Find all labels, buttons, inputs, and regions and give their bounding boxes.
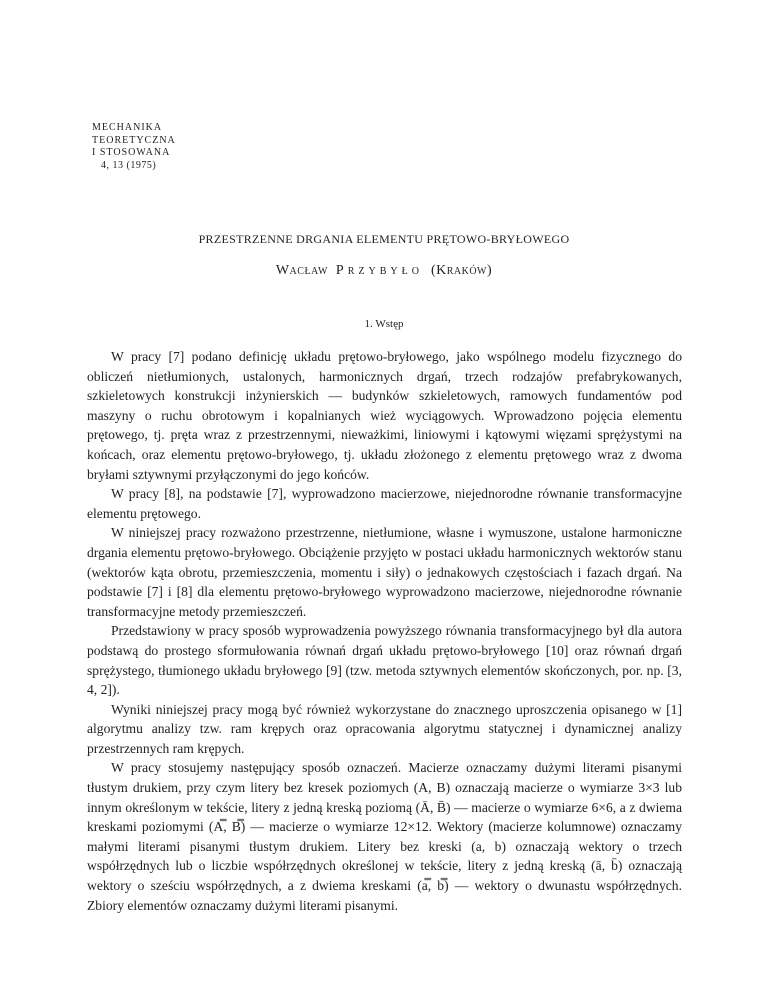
journal-header (92, 122, 176, 172)
section-heading: 1. Wstęp (364, 318, 404, 330)
journal-name-line3: I STOSOWANA (92, 147, 171, 158)
journal-name-line2: TEORETYCZNA (92, 134, 176, 146)
paragraph: W pracy stosujemy następujący sposób oznaczeń. Macierze oznaczamy dużymi literami pisanymi tłustym drukiem, przy czym litery bez kresek poziomych (A, B) oznaczają macierze o wymiarze 3×3 lub innym określonym w tekście, litery z jedną kreską poziomą (Ā, B̄) — macierze o wymiarze 6×6, a z dwiema kreskami poziomymi (A̿, B̿) — macierze o wymiarze 12×12. Wektory (macierze kolumnowe) oznaczamy małymi literami pisanymi tłustym drukiem. Litery bez kreski (a, b) oznaczają wektory o trzech współrzędnych lub o liczbie współrzędnych określonej w tekście, litery z jedną kreską (ā, b̄) oznaczają wektory o sześciu współrzędnych, a z dwiema kreskami (a̿, b̿) — wektory o dwunastu współrzędnych. Zbiory elementów oznaczamy dużymi literami pisanymi. (87, 760, 682, 913)
paragraph: W niniejszej pracy rozważono przestrzenne, nietłumione, własne i wymuszone, ustalone harmoniczne drgania elementu prętowo-bryłowego. Obciążenie przyjęto w postaci układu harmonicznych wektorów stanu (wektorów kąta obrotu, przemieszczenia, momentu i siły) o jednakowych częstościach i fazach drgań. Na podstawie [7] i [8] dla elementu prętowo-bryłowego wyprowadzono macierzowe, niejednorodne równanie transformacyjne metody przemieszczeń. (87, 525, 682, 619)
journal-name-line1: MECHANIKA (92, 122, 163, 133)
paragraph: Przedstawiony w pracy sposób wyprowadzenia powyższego równania transformacyjnego był dla autora podstawą do prostego sformułowania równań drgań układu prętowo-bryłowego [10] oraz równań drgań sprężystego, tłumionego układu bryłowego [9] (tzw. metoda sztywnych elementów skończonych, por. np. [3, 4, 2]). (87, 623, 682, 698)
paper-title: PRZESTRZENNE DRGANIA ELEMENTU PRĘTOWO-BRYŁOWEGO (198, 232, 570, 246)
journal-volume: 4, 13 (1975) (101, 159, 157, 171)
paragraph: Wyniki niniejszej pracy mogą być również wykorzystane do znacznego uproszczenia opisanego w [1] algorytmu analizy tzw. ram krępych oraz opracowania algorytmu statycznej i dynamicznej analizy przestrzennych ram krępych. (87, 701, 682, 756)
body-text (87, 347, 682, 915)
author-first-name: Wacław (275, 263, 328, 278)
author-affiliation: (Kraków) (430, 263, 493, 278)
author-line (0, 263, 768, 279)
paragraph: W pracy [7] podano definicję układu prętowo-bryłowego, jako wspólnego modelu fizycznego do obliczeń nietłumionych, ustalonych, harmonicznych drgań, trzech rodzajów prefabrykowanych, szkieletowych konstrukcji inżynierskich — budynków szkieletowych, ramowych fundamentów pod maszyny o ruchu obrotowym i kopalnianych wież wyciągowych. Wprowadzono pojęcia elementu prętowego, tj. pręta wraz z przestrzennymi, nieważkimi, liniowymi i kątowymi więzami sprężystymi na końcach, oraz elementu prętowo-bryłowego, tj. układu złożonego z elementu prętowego wraz z dwoma bryłami sztywnymi przyłączonymi do jego końców. (87, 349, 682, 482)
author-last-name: Przybyło (335, 263, 423, 278)
paragraph: W pracy [8], na podstawie [7], wyprowadzono macierzowe, niejednorodne równanie transformacyjne elementu prętowego. (87, 486, 682, 521)
